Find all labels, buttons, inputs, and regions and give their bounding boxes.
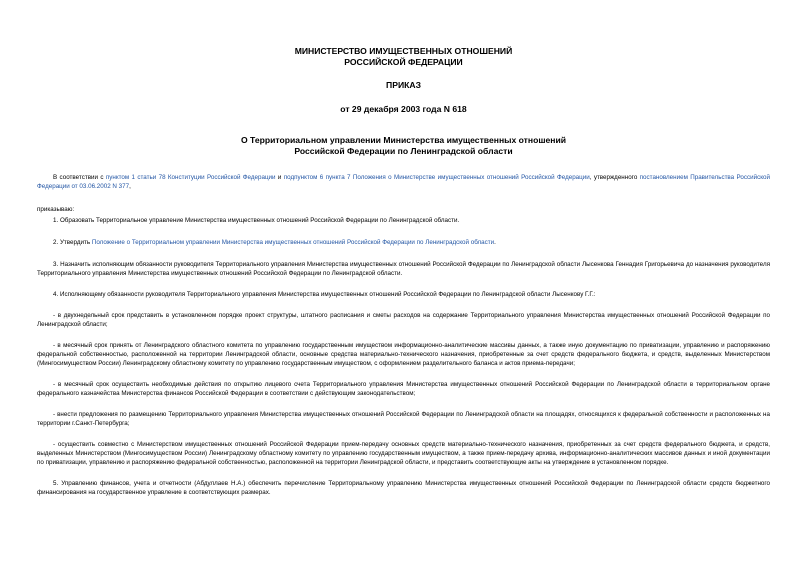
order-subject [37,135,770,156]
item-1: 1. Образовать Территориальное управление Министерства имущественных отношений Российской Федерации по Ленинградской области. [53,217,460,224]
ministry-regulation-link[interactable]: подпунктом 6 пункта 7 Положения о Министерстве имущественных отношений Российской Федерации [283,174,590,181]
preamble-text-1: В соответствии с [53,174,106,181]
item-2 [37,238,770,247]
preamble-text-3: , утвержденного [589,174,640,181]
order-title: ПРИКАЗ [386,80,421,90]
regulation-link[interactable]: Положение о Территориальном управлении Министерства имущественных отношений Российской Федерации по Ленинградской области [91,239,495,246]
preamble-paragraph [37,173,770,191]
ministry-line-1: МИНИСТЕРСТВО ИМУЩЕСТВЕННЫХ ОТНОШЕНИЙ [294,46,513,56]
item-4-sub-1: - в двухнедельный срок представить в установленном порядке проект структуры, штатного расписания и сметы расходов на содержание Территориального управления Министерства имущественных отношений Российской Федерации по Ленинградской области; [37,312,770,328]
item-4-sub-3: - в месячный срок осуществить необходимые действия по открытию лицевого счета Территориального управления Министерства имущественных отношений Российской Федерации по Ленинградской области в территориальном органе федерального казначейства Министерства финансов Российской Федерации в соответствии с действующим законодательством; [37,381,770,397]
item-4-sub-4: - внести предложения по размещению Территориального управления Министерства имущественных отношений Российской Федерации по Ленинградской области на площадях, относящихся к федеральной собственности и расположенных на территории г.Санкт-Петербурга; [37,411,770,427]
item-4-sub-5: - осуществить совместно с Министерством имущественных отношений Российской Федерации прием-передачу основных средств материально-технического назначения, приобретенных за счет средств федерального бюджета, и средств, выделенных Министерством (Мингосимуществом России) Ленинградскому областному комитету по управлению государственным имуществом, а также прием-передачу архива, информационно-аналитических массивов данных и иной документации по приватизации, управлению и распоряжению федеральной собственностью, расположенной на территории Ленинградской области, и представить соответствующие акты на утверждение в установленном порядке. [37,441,770,466]
constitution-link[interactable]: пунктом 1 статьи 78 Конституции Российской Федерации [105,174,276,181]
order-date: от 29 декабря 2003 года N 618 [340,103,467,114]
document-page [37,0,770,497]
government-decree-link[interactable]: постановлением Правительства Российской Федерации от 03.06.2002 N 377 [37,174,771,190]
preamble-text-2: и [275,174,284,181]
item-4: 4. Исполняющему обязанности руководителя Территориального управления Министерства имущественных отношений Российской Федерации по Ленинградской области Лысенкову Г.Г.: [53,291,596,298]
decree-word: приказываю: [37,206,75,213]
item-4-sub-2: - в месячный срок принять от Ленинградского областного комитета по управлению государственным имуществом информационно-аналитические массивы данных, а также иную документацию по приватизации, управлению и распоряжению федеральной собственностью, расположенной на территории Ленинградской области, основные средства материально-технического назначения, приобретенные за счет средств федерального бюджета, и средств, выделенных Министерством (Мингосимуществом России) Ленинградскому областному комитету по управлению государственным имуществом, с оформлением разделительного баланса и актов приема-передачи; [37,342,770,367]
document-body [37,173,770,497]
preamble-text-4: , [129,183,131,190]
subject-line-2: Российской Федерации по Ленинградской области [294,145,513,156]
ministry-line-2: РОССИЙСКОЙ ФЕДЕРАЦИИ [344,56,463,67]
item-2-prefix: 2. Утвердить [53,239,92,246]
subject-line-1: О Территориальном управлении Министерства имущественных отношений [240,135,567,145]
ministry-name [37,46,770,67]
item-2-suffix: . [494,239,496,246]
item-5: 5. Управлению финансов, учета и отчетности (Абдуллаев Н.А.) обеспечить перечисление Территориальному управлению Министерства имущественных отношений Российской Федерации по Ленинградской области средств бюджетного финансирования на государственное управление в соответствующих размерах. [37,480,770,496]
item-3: 3. Назначить исполняющим обязанности руководителя Территориального управления Министерства имущественных отношений Российской Федерации по Ленинградской области Лысенкова Геннадия Григорьевича до назначения руководителя Территориального управления Министерства имущественных отношений Российской Федерации по Ленинградской области. [37,261,770,277]
